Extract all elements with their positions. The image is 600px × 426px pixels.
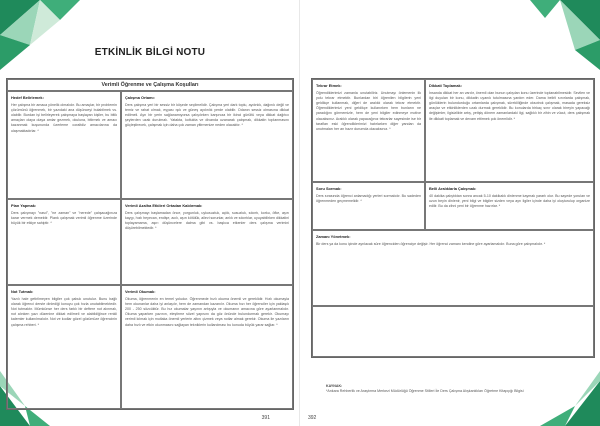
cell-title: Belli Aralıklarla Çalışmak: [429,185,477,191]
page-number: 391 [261,415,270,421]
cell-title: Soru Sormak: [316,185,342,191]
source-note [326,384,576,393]
cell-title: Dikkati Toplamak: [429,82,463,88]
table-cell [312,230,594,306]
cell-title: Tekrar Etmek: [316,82,342,88]
table-cell [425,182,594,230]
geometric-corner-decoration [540,371,600,426]
geometric-corner-decoration [0,0,80,70]
geometric-corner-decoration [530,0,600,70]
cell-body: 40 dakika çalıştıktan sonra ancak 5-10 dakikalık dinlenme kaymak yararlı olur. Bu sayede yorulan ve uzun beyin dinlenir, yeni bilgi ve bilgiler sizden veya ayrı ilgiler içinde daha iyi oluşturulup organize edilir. Bu da zihni yeni bir öğrenme hazırlar. * [429,193,590,208]
cell-title: Çalışma Ortamı: [125,94,155,100]
source-text: *Ankara Rehberlik ve Araştırma Merkezi Müdürlüğü Öğrenme Stilleri İle Ders Çalışma Alışkanlıkları Öğretme Kitapçığı Bilgisi [326,389,524,393]
cell-title: Hedef Belirlemek: [11,94,44,100]
cell-body: Bir ders ya da konu içinde ayrılacak süre öğrenciden öğrenciye değişir. Her öğrenci zamanı kendine göre ayarlamalıdır. Buna göre çalışmalıdır. * [316,241,546,246]
page-title: ETKİNLİK BİLGİ NOTU [94,47,206,58]
cell-body: Ders çalışma yeri bir sessiz bir köşede seçilmelidir. Çalışma yeri dark toplu, aydınlık, dağınık değil ve temiz ve rahat olmalı, eşyası ışık ve güneş aydınlık yerde olabilir. Odanın sessiz olmasına dikkat edilmeli. Ayrı bir yerin sağlanamıyorsa çalışılırken karşınıza bir ikinci gürültü veya dikkat dağıtıcı şeylerden uzak durulmalı. Yatakta, koltukta ve divanda uzanarak çalışmak, dikkatin toplanmasını güçleştirecek, çalışmak için daha çok zaman yitirmenize neden olacaktır. * [125,102,289,128]
right-page [300,0,600,426]
cell-title: Zamanı Yönetmek: [316,233,351,239]
table-cell [312,182,425,230]
cell-body: Yazılı hale getirilmeyen bilgiler çok çabuk unutulur. Bunu bağlı olarak öğrenci derste dinlediği konuyu çok hızla unutabilmektedir. Not tutmaktır. Mümkünse her ders farklı bir deftere not alınmalı, not alınken yazı düzenine dikkat edilmeli ve alabildiğince renkli kalemler kullanılmalıdır. Not ve kodlar gözel gözümüze öğrencinin çalışma rehberi. * [11,296,117,327]
study-conditions-table-continued [311,78,595,358]
cell-body: Ders sırasında öğrenci anlamadığı yerleri sormalıdır. Bu sadeden öğrenmeden geçmemelidir. * [316,193,421,203]
table-cell [425,79,594,182]
page-number: 392 [308,415,317,421]
table-cell [121,91,293,199]
table-cell [121,199,293,285]
source-title: KAYNAK: [326,384,343,388]
cell-body: Ders çalışmayı "nasıl", "ne zaman" ve "nerede" çalışacağınıza karar vermek demektir. Plank çalışmak verimli öğrenme üzerinde büyük bir etkiye sahiptir. * [11,210,117,225]
cell-body: Öğrendiklerimizi zamanla unutabiliriz. Unutmayı önlemenin ilk yolu tekrar etmektir. Bunlardan biri öğrenilen bilgilerin yeni geldikçe kullanmak, diğeri de aralıklı olarak tekrar etmektir. Öğrendiklerimizi yeni geldikçe kullanırken hem bunların ne yaradığını görmemizle, hem de yeni bilgiler edinmeye motive olacaksınız. Aralıklı olarak yapacağınız tekrarlar sayesinde ise bir tarafları eski öğrendiklerimizi hatırlarken diğer yandan da unutmaları her an hazır durumda olacaksınız. * [316,90,421,131]
cell-title: Not Tutmak: [11,288,34,294]
table-cell [121,285,293,409]
cell-title: Verimli Azalha Etkileri Ortadan Kaldırmak: [125,202,203,208]
table-cell [7,91,121,199]
table-cell [7,199,121,285]
cell-body: Okuma, öğrenmenin en temel yoludur. Öğrenmede hızlı okuma önemli ve gereklidir. Hızlı okumayla hem okunanlar daha iyi anlaşılır, hem de zamandan kazanılır. Okuma hızı her öğrenciler için yaklaşık 200 - 250 sözcüktür. Bu hız okumalar yaşının artışıyla ve okumanın amacına göre ayarlanmalıdır. Okuma yaparken yazının, eleştirme sözel yapısını da göz önünde bulundurmak gerekir. Okumayı verimli kılmak için mutlaka önemli yerlerin altını çizmek veya notlar almak gerekir. Okuma ile yazıların daha hızlı ve etkin okunmasını sağlayan tekniklerin kullanılması bu konuda büyük yarar sağlar. * [125,296,289,327]
cell-title: Plan Yapmak: [11,202,37,208]
table-cell [312,79,425,182]
cell-title: Verimli Okumak: [125,288,156,294]
table-cell [7,285,121,409]
table-cell-empty [312,306,594,357]
cell-body: İnsanda dikkat her an vardır, önemli olan bunun çalışılan konu üzerinde toplanabilmesidir. Sevilen ve ilgi duyulan bir konu, dikkatin uyanık tutulmasına yardım eder. Dama belirli sınırlarda çalışmak, günlüklerin bulundurduğu ortamlarda çalışmak, sürekliliğinde oksotrok çalışmak, masada gereksiz araçlar ve etkinliklerden uzak durmak gereklidir. Bu konularda birkaç sınır olarak bireyin yapacağı değişimler, ilgisizlikte artış, yetişiş dönem zamanlardaki ilgi, sağlıklı bir zihin ve vücut, ders çalışmak ile dikkati toplamak ve devam ettirmek çok önemlidir. * [429,90,590,121]
cell-body: Ders çalışmayı başlamadan önce, yorgunluk, uykusuzluk, açlık, susuzluk, sıkıntı, korku, öfke, aşırı kaygı, hızlı heyecan, endişe, acılı, aşırı kötülük, ailevi sorunlar, anlık ve sıkıntılar, uyuyabilirken dikkatini toplayamama, aşırı düşüncelere dalma gibi vs. başlıca etkenler ders çalışma verimini düşürebilmektedir. * [125,210,289,231]
cell-body: Her çalışma bir amaca yönelik olmalıdır. Bu amaçlar, bir problemin çözümünü öğrenmek, bir yazıdaki ana düşünceyi bulabilmek vs. olabilir. Burdan işi belirleyerek çalışmaya başlayan kişiler, bu bitik amaçları olaya olaya amlar gezmek, okuluna, bitirmek ve amacı kazanmak kuşununda üzerleme coraltdiz amacılarına da ulaşmaktadırlar. * [11,102,117,133]
study-conditions-table [6,78,294,410]
table-header: Verimli Öğrenme ve Çalışma Koşulları [7,79,293,91]
